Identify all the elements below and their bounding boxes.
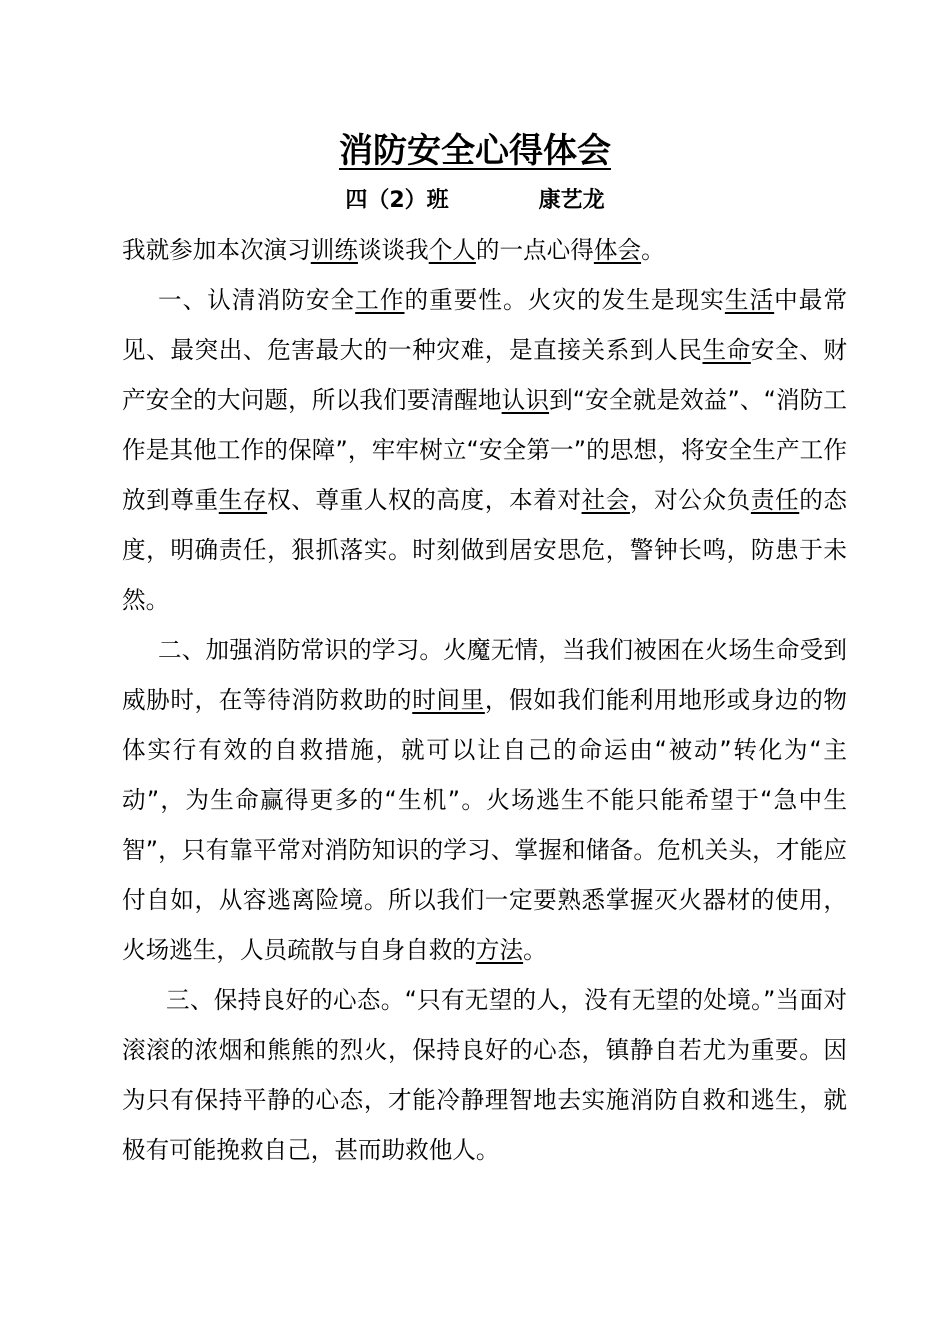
paragraph-text: 一、认清消防安全	[158, 286, 356, 314]
paragraph-text: 的重要性。火灾的发生是现实	[404, 286, 725, 314]
paragraph-text: 到“安全就是效益”、“消防工作是其他工作的保障”，牢牢树立“安全第一”的思想，将安全生产工作放到尊重	[122, 386, 848, 514]
intro-text: 。	[641, 236, 665, 264]
paragraph-text: 中最常见、最突出、危害最大的一种灾难，是直接关系到人民	[122, 286, 848, 364]
underlined-term: 工作	[355, 286, 405, 314]
document-body	[122, 225, 847, 1175]
author-name: 康艺龙	[538, 188, 605, 213]
intro-text: 谈谈我	[357, 236, 429, 264]
underlined-term: 责任	[750, 486, 800, 514]
paragraph-1	[122, 275, 847, 625]
paragraph-3	[122, 975, 847, 1175]
intro-text: 我就参加本次演习	[122, 236, 311, 264]
underlined-term: 生存	[218, 486, 268, 514]
underlined-term: 生命	[702, 336, 751, 364]
paragraph-2	[122, 625, 847, 975]
underlined-term: 方法	[475, 936, 524, 964]
document-title	[0, 128, 950, 174]
class-name: 四（2）班	[345, 188, 449, 213]
underlined-term: 体会	[593, 236, 642, 264]
paragraph-text: 安全、财产安全的大问题，所以我们要清醒地	[122, 336, 848, 414]
underlined-term: 生活	[724, 286, 775, 314]
paragraph-text: 三、保持良好的心态。“只有无望的人，没有无望的处境。”当面对滚滚的浓烟和熊熊的烈火，保持良好的心态，镇静自若尤为重要。因为只有保持平静的心态，才能冷静理智地去实施消防自救和逃生，就极有可能挽救自己，甚而助救他人。	[122, 986, 847, 1164]
underlined-term: 个人	[428, 236, 476, 264]
underlined-term: 认识	[501, 386, 550, 414]
intro-text: 的一点心得	[475, 236, 594, 264]
paragraph-text: 权、尊重人权的高度，本着对	[267, 486, 582, 514]
paragraph-text: 的态度，明确责任，狠抓落实。时刻做到居安思危，警钟长鸣，防患于未然。	[122, 486, 848, 614]
paragraph-text: 二、加强消防常识的学习。火魔无情，当我们被困在火场生命受到威胁时，在等待消防救助的	[122, 636, 847, 714]
underlined-term: 时间里	[412, 686, 485, 714]
paragraph-text: 。	[523, 936, 547, 964]
underlined-term: 社会	[581, 486, 630, 514]
intro-paragraph	[122, 225, 847, 275]
paragraph-text: ，假如我们能利用地形或身边的物体实行有效的自救措施，就可以让自己的命运由“被动”转化为“主动”，为生命赢得更多的“生机”。火场逃生不能只能希望于“急中生智”，只有靠平常对消防知识的学习、掌握和储备。危机关头，才能应付自如，从容逃离险境。所以我们一定要熟悉掌握灭火器材的使用，火场逃生，人员疏散与自身自救的	[122, 686, 848, 964]
paragraph-text: ，对公众负	[629, 486, 751, 514]
document-byline	[0, 184, 950, 218]
underlined-term: 训练	[310, 236, 358, 264]
document-title-text: 消防安全心得体会	[339, 131, 611, 171]
